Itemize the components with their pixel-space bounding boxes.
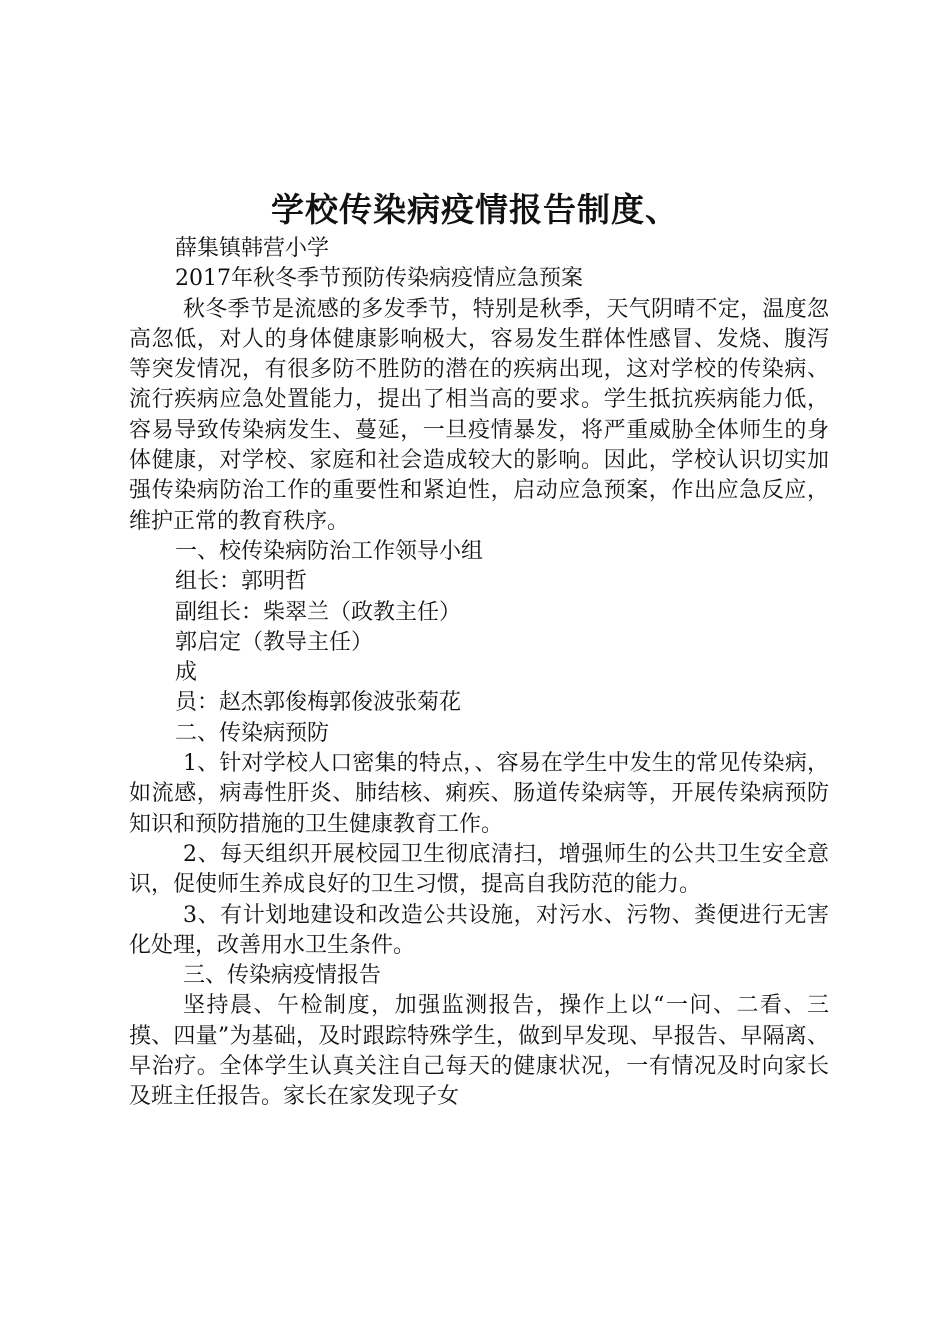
deputy-leader-2: 郭启定（教导主任） <box>175 629 374 655</box>
report-paragraph: 坚持晨、午检制度，加强监测报告，操作上以“一问、二看、三摸、四量”为基础，及时跟踪特殊学生，做到早发现、早报告、早隔离、早治疗。全体学生认真关注自己每天的健康状况，一有情况及时向家长及班主任报告。家长在家发现子女 <box>129 993 829 1110</box>
group-leader: 组长：郭明哲 <box>175 569 308 595</box>
section-heading-3: 三、传染病疫情报告 <box>183 963 382 989</box>
section-heading-2: 二、传染病预防 <box>175 720 330 746</box>
prevention-item-2: 2、每天组织开展校园卫生彻底清扫，增强师生的公共卫生安全意识，促使师生养成良好的卫生习惯，提高自我防范的能力。 <box>129 841 829 898</box>
document-body <box>129 234 829 1113</box>
prevention-item-1: 1、针对学校人口密集的特点，、容易在学生中发生的常见传染病，如流感，病毒性肝炎、肺结核、痢疾、肠道传染病等，开展传染病预防知识和预防措施的卫生健康教育工作。 <box>129 751 829 837</box>
section-heading-1: 一、校传染病防治工作领导小组 <box>175 538 484 564</box>
members-list: 员：赵杰郭俊梅郭俊波张菊花 <box>175 690 462 716</box>
prevention-item-3: 3、有计划地建设和改造公共设施，对污水、污物、粪便进行无害化处理，改善用水卫生条件。 <box>129 902 829 958</box>
intro-paragraph: 秋冬季节是流感的多发季节，特别是秋季，天气阴晴不定，温度忽高忽低，对人的身体健康影响极大，容易发生群体性感冒、发烧、腹泻等突发情况，有很多防不胜防的潜在的疾病出现，这对学校的传染病、流行疾病应急处置能力，提出了相当高的要求。学生抵抗疾病能力低，容易导致传染病发生、蔓延，一旦疫情暴发，将严重威胁全体师生的身体健康，对学校、家庭和社会造成较大的影响。因此，学校认识切实加强传染病防治工作的重要性和紧迫性，启动应急预案，作出应急反应，维护正常的教育秩序。 <box>129 296 829 534</box>
deputy-leader: 副组长：柴翠兰（政教主任） <box>175 599 462 625</box>
plan-title: 2017年秋冬季节预防传染病疫情应急预案 <box>175 266 583 292</box>
document-title: 学校传染病疫情报告制度、 <box>271 190 679 229</box>
school-name: 薛集镇韩营小学 <box>175 236 330 261</box>
members-label: 成 <box>175 660 198 686</box>
